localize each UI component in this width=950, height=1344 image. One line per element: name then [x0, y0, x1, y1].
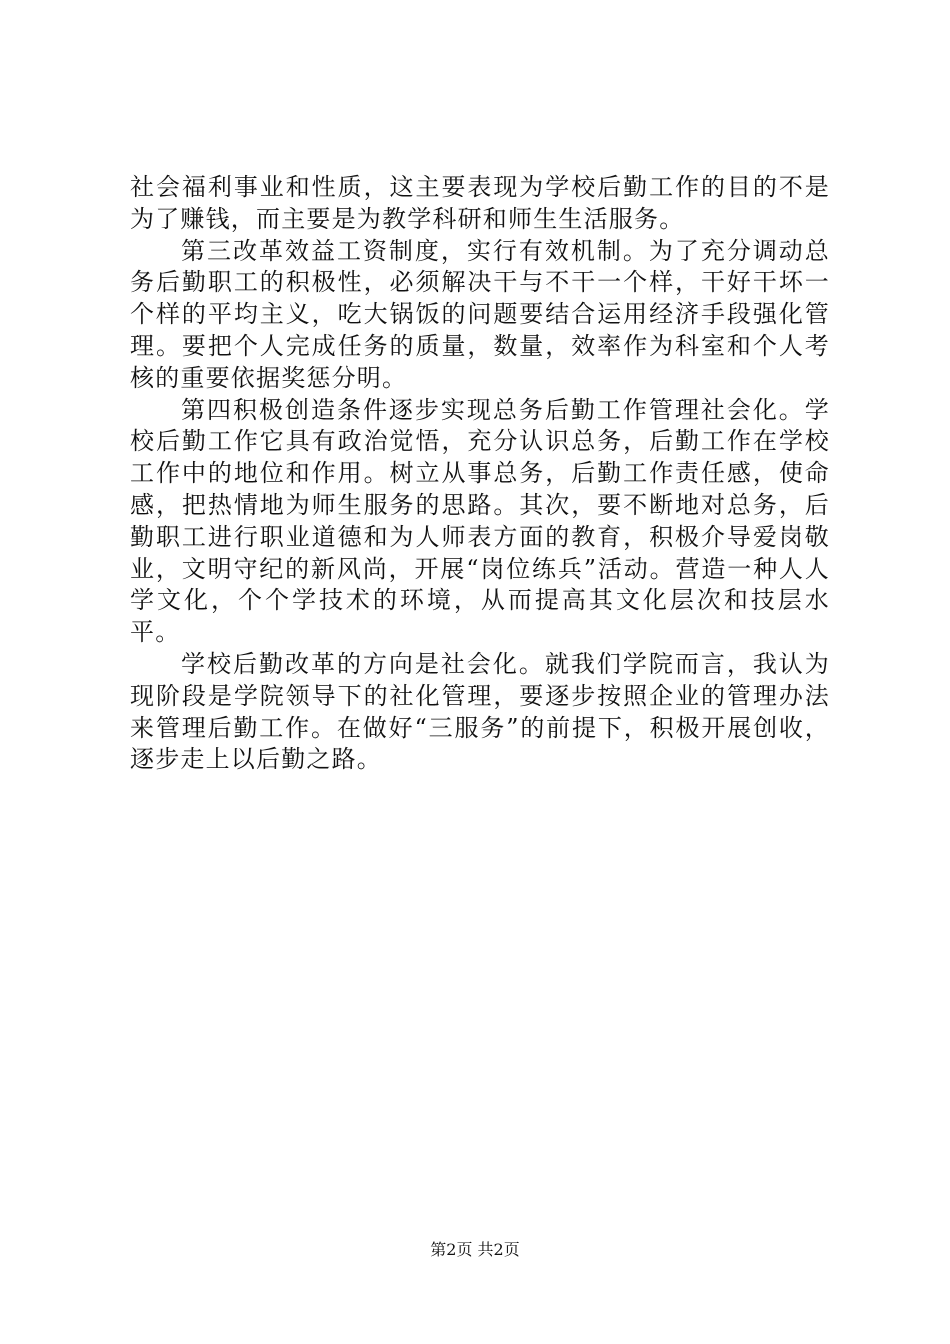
paragraph-reform-direction: 学校后勤改革的方向是社会化。就我们学院而言，我认为现阶段是学院领导下的社化管理，要逐步按照企业的管理办法来管理后勤工作。在做好“三服务”的前提下，积极开展创收，逐步走上以后勤之路。: [130, 649, 830, 774]
page-footer: 第2页 共2页: [430, 1240, 520, 1259]
paragraph-third-reform: 第三改革效益工资制度，实行有效机制。为了充分调动总务后勤职工的积极性，必须解决干与不干一个样，干好干坏一个样的平均主义，吃大锅饭的问题要结合运用经济手段强化管理。要把个人完成任务的质量，数量，效率作为科室和个人考核的重要依据奖惩分明。: [130, 236, 830, 392]
paragraph-fourth-socialization: 第四积极创造条件逐步实现总务后勤工作管理社会化。学校后勤工作它具有政治觉悟，充分认识总务，后勤工作在学校工作中的地位和作用。树立从事总务，后勤工作责任感，使命感，把热情地为师生服务的思路。其次，要不断地对总务，后勤职工进行职业道德和为人师表方面的教育，积极介导爱岗敬业，文明守纪的新风尚，开展“岗位练兵”活动。营造一种人人学文化，个个学技术的环境，从而提高其文化层次和技层水平。: [130, 395, 830, 647]
document-body: [130, 172, 830, 776]
paragraph-continuation: 社会福利事业和性质，这主要表现为学校后勤工作的目的不是为了赚钱，而主要是为教学科研和师生生活服务。: [130, 173, 830, 233]
